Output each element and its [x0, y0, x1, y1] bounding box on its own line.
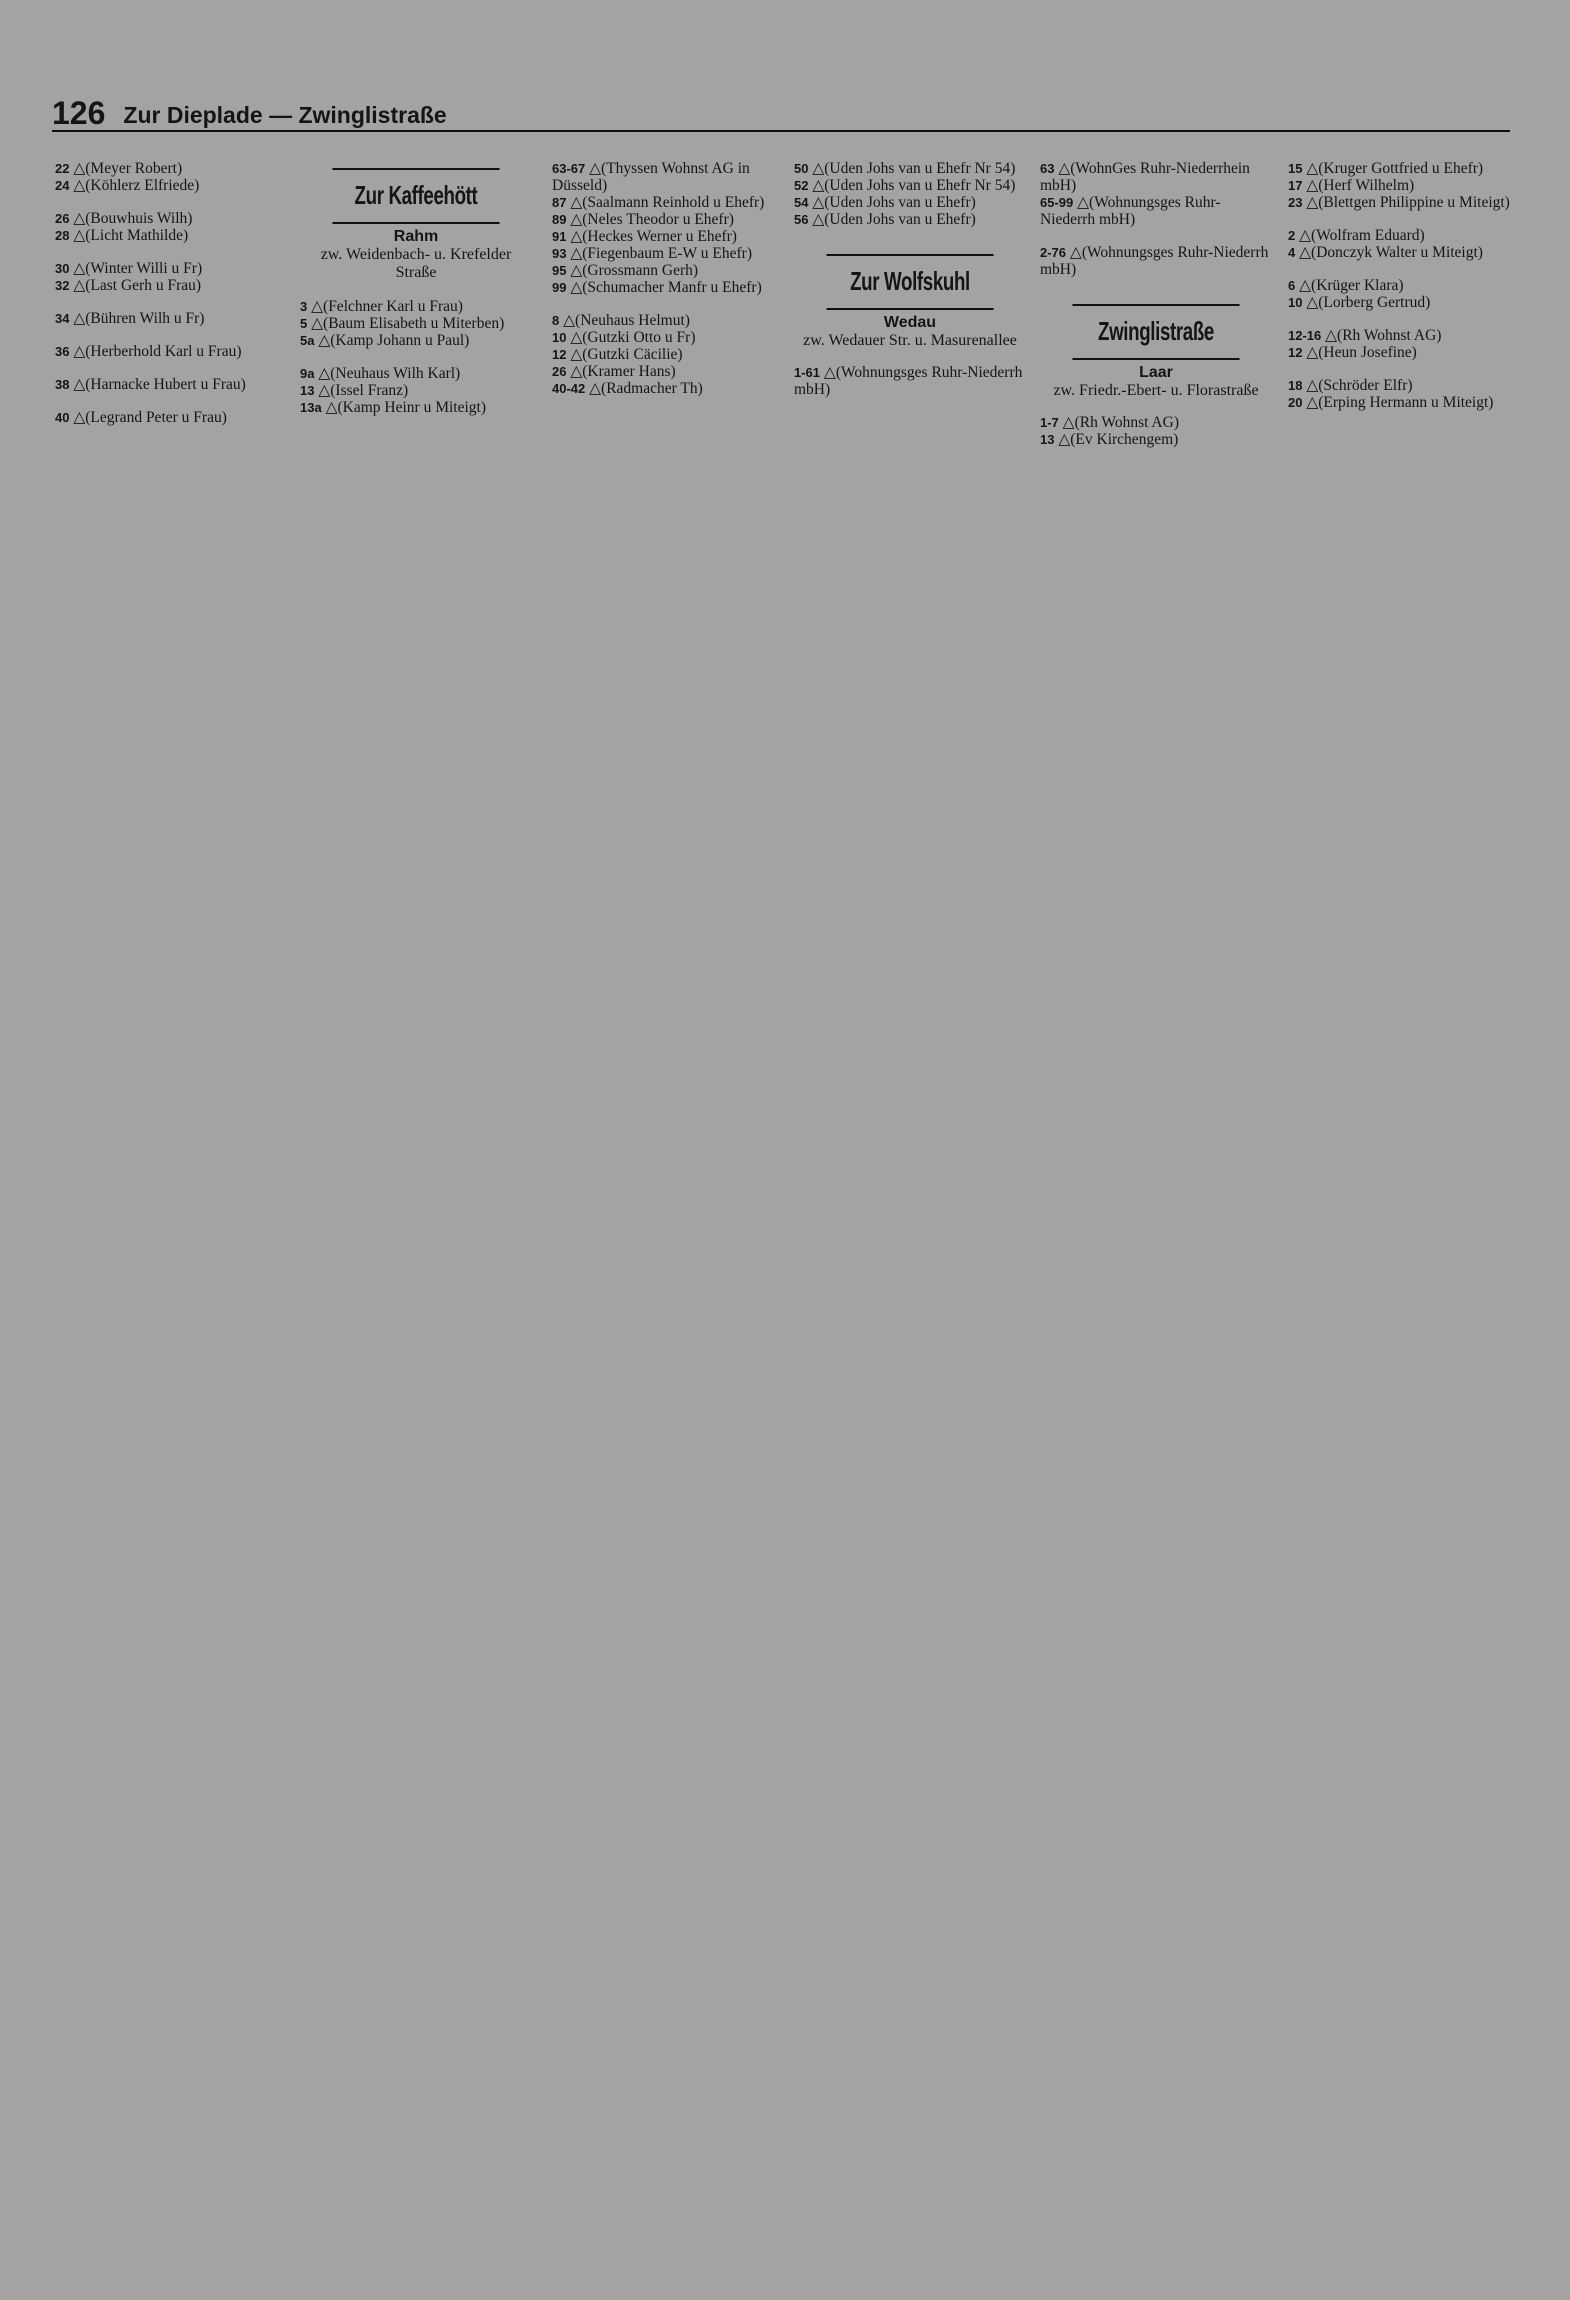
page-header	[52, 90, 1510, 132]
owner-text: △(Kamp Heinr u Miteigt)	[325, 399, 487, 416]
address-entry	[552, 160, 784, 194]
owner-text: △(Bühren Wilh u Fr)	[73, 310, 205, 327]
owner-text: △(Erping Hermann u Miteigt)	[1306, 394, 1494, 411]
house-number: 20	[1288, 395, 1303, 410]
directory-column-5	[1040, 160, 1272, 448]
address-entry	[300, 332, 532, 349]
address-entry	[300, 382, 532, 399]
owner-text: △(Herf Wilhelm)	[1306, 177, 1415, 194]
house-number: 91	[552, 229, 567, 244]
street-section	[794, 254, 1026, 350]
address-entry	[300, 399, 532, 416]
house-number: 63	[1040, 161, 1055, 176]
address-entry	[55, 210, 287, 227]
address-entry	[1288, 394, 1520, 411]
house-number: 13	[1040, 432, 1055, 447]
house-number: 12	[1288, 345, 1303, 360]
owner-text: △(Gutzki Cäcilie)	[570, 346, 683, 363]
house-number: 1-61	[794, 365, 821, 380]
address-entry	[300, 298, 532, 315]
district-name: Rahm	[393, 228, 439, 245]
house-number: 30	[55, 261, 70, 276]
owner-text: △(Wohnungsges Ruhr-Niederrh mbH)	[1040, 244, 1269, 278]
street-name: Zur Kaffeehött	[332, 168, 499, 224]
house-number: 87	[552, 195, 567, 210]
house-number: 6	[1288, 278, 1296, 293]
address-entry	[1288, 160, 1520, 177]
address-entry	[1040, 244, 1272, 278]
address-entry	[55, 310, 287, 327]
address-entry	[55, 160, 287, 177]
address-entry	[794, 160, 1026, 177]
house-number: 10	[1288, 295, 1303, 310]
directory-column-4	[794, 160, 1026, 398]
directory-column-1	[55, 160, 287, 426]
street-name: Zur Wolfskuhl	[826, 254, 993, 310]
address-entry	[300, 315, 532, 332]
owner-text: △(Meyer Robert)	[73, 160, 183, 177]
house-number: 13	[300, 383, 315, 398]
address-entry	[552, 279, 784, 296]
address-entry	[1288, 277, 1520, 294]
house-number: 54	[794, 195, 809, 210]
address-entry	[552, 329, 784, 346]
house-number: 15	[1288, 161, 1303, 176]
house-number: 38	[55, 377, 70, 392]
owner-text: △(Bouwhuis Wilh)	[73, 210, 193, 227]
house-number: 3	[300, 299, 308, 314]
address-entry	[55, 177, 287, 194]
owner-text: △(Uden Johs van u Ehefr Nr 54)	[812, 160, 1016, 177]
address-entry	[55, 376, 287, 393]
house-number: 89	[552, 212, 567, 227]
owner-text: △(Neuhaus Helmut)	[563, 312, 690, 329]
house-number: 5a	[300, 333, 315, 348]
district-name: Wedau	[883, 314, 937, 331]
address-entry	[55, 277, 287, 294]
running-title: Zur Dieplade — Zwinglistraße	[123, 102, 447, 128]
owner-text: △(Thyssen Wohnst AG in Düsseld)	[552, 160, 750, 194]
address-entry	[1288, 177, 1520, 194]
house-number: 40	[55, 410, 70, 425]
house-number: 40-42	[552, 381, 586, 396]
house-number: 5	[300, 316, 308, 331]
address-entry	[1040, 194, 1272, 228]
owner-text: △(Grossmann Gerh)	[570, 262, 699, 279]
house-number: 12-16	[1288, 328, 1322, 343]
house-number: 18	[1288, 378, 1303, 393]
owner-text: △(Heun Josefine)	[1306, 344, 1417, 361]
address-entry	[1040, 160, 1272, 194]
house-number: 26	[552, 364, 567, 379]
owner-text: △(Winter Willi u Fr)	[73, 260, 203, 277]
owner-text: △(Blettgen Philippine u Miteigt)	[1306, 194, 1510, 211]
house-number: 17	[1288, 178, 1303, 193]
house-number: 10	[552, 330, 567, 345]
house-number: 9a	[300, 366, 315, 381]
house-number: 95	[552, 263, 567, 278]
directory-column-2	[300, 160, 532, 416]
address-entry	[1288, 327, 1520, 344]
owner-text: △(Neuhaus Wilh Karl)	[318, 365, 461, 382]
house-number: 2	[1288, 228, 1296, 243]
owner-text: △(Ev Kirchengem)	[1058, 431, 1179, 448]
street-between: zw. Wedauer Str. u. Masurenallee	[803, 332, 1017, 349]
owner-text: △(Harnacke Hubert u Frau)	[73, 376, 246, 393]
house-number: 36	[55, 344, 70, 359]
house-number: 2-76	[1040, 245, 1067, 260]
district-name: Laar	[1139, 364, 1173, 381]
owner-text: △(Neles Theodor u Ehefr)	[570, 211, 734, 228]
address-entry	[1288, 244, 1520, 261]
house-number: 56	[794, 212, 809, 227]
address-entry	[300, 365, 532, 382]
owner-text: △(Radmacher Th)	[589, 380, 703, 397]
owner-text: △(Uden Johs van u Ehefr)	[812, 194, 976, 211]
address-entry	[1040, 414, 1272, 431]
owner-text: △(Krüger Klara)	[1299, 277, 1404, 294]
address-entry	[552, 245, 784, 262]
house-number: 34	[55, 311, 70, 326]
address-entry	[1288, 194, 1520, 211]
directory-column-6	[1288, 160, 1520, 411]
house-number: 52	[794, 178, 809, 193]
address-entry	[794, 364, 1026, 398]
owner-text: △(Uden Johs van u Ehefr)	[812, 211, 976, 228]
address-entry	[794, 194, 1026, 211]
owner-text: △(Wohnungsges Ruhr-Niederrh mbH)	[794, 364, 1023, 398]
owner-text: △(Schumacher Manfr u Ehefr)	[570, 279, 762, 296]
house-number: 50	[794, 161, 809, 176]
address-entry	[55, 260, 287, 277]
address-entry	[552, 312, 784, 329]
owner-text: △(Baum Elisabeth u Miterben)	[311, 315, 505, 332]
address-entry	[552, 211, 784, 228]
street-section	[300, 168, 532, 282]
owner-text: △(Kruger Gottfried u Ehefr)	[1306, 160, 1484, 177]
house-number: 24	[55, 178, 70, 193]
address-entry	[55, 343, 287, 360]
address-entry	[552, 262, 784, 279]
house-number: 65-99	[1040, 195, 1074, 210]
directory-column-3	[552, 160, 784, 397]
owner-text: △(Legrand Peter u Frau)	[73, 409, 227, 426]
owner-text: △(Donczyk Walter u Miteigt)	[1299, 244, 1483, 261]
house-number: 63-67	[552, 161, 586, 176]
owner-text: △(Kramer Hans)	[570, 363, 676, 380]
address-entry	[1288, 344, 1520, 361]
address-entry	[1040, 431, 1272, 448]
house-number: 22	[55, 161, 70, 176]
owner-text: △(Uden Johs van u Ehefr Nr 54)	[812, 177, 1016, 194]
address-entry	[552, 346, 784, 363]
house-number: 4	[1288, 245, 1296, 260]
house-number: 99	[552, 280, 567, 295]
page-number: 126	[52, 95, 106, 131]
street-section	[1040, 304, 1272, 400]
address-entry	[1288, 227, 1520, 244]
house-number: 8	[552, 313, 560, 328]
address-entry	[552, 380, 784, 397]
address-entry	[1288, 377, 1520, 394]
owner-text: △(Rh Wohnst AG)	[1062, 414, 1179, 431]
owner-text: △(WohnGes Ruhr-Niederrhein mbH)	[1040, 160, 1250, 194]
owner-text: △(Fiegenbaum E-W u Ehefr)	[570, 245, 752, 262]
owner-text: △(Gutzki Otto u Fr)	[570, 329, 696, 346]
house-number: 23	[1288, 195, 1303, 210]
owner-text: △(Licht Mathilde)	[73, 227, 189, 244]
street-between: zw. Friedr.-Ebert- u. Florastraße	[1053, 382, 1259, 399]
owner-text: △(Wohnungsges Ruhr-Niederrh mbH)	[1040, 194, 1221, 228]
house-number: 13a	[300, 400, 322, 415]
address-entry	[55, 227, 287, 244]
address-entry	[55, 409, 287, 426]
address-entry	[1288, 294, 1520, 311]
address-entry	[552, 228, 784, 245]
owner-text: △(Rh Wohnst AG)	[1325, 327, 1442, 344]
owner-text: △(Felchner Karl u Frau)	[311, 298, 463, 315]
street-name: Zwinglistraße	[1072, 304, 1239, 360]
address-entry	[794, 177, 1026, 194]
owner-text: △(Köhlerz Elfriede)	[73, 177, 200, 194]
address-entry	[552, 363, 784, 380]
house-number: 12	[552, 347, 567, 362]
address-entry	[794, 211, 1026, 228]
owner-text: △(Wolfram Eduard)	[1299, 227, 1425, 244]
house-number: 32	[55, 278, 70, 293]
owner-text: △(Saalmann Reinhold u Ehefr)	[570, 194, 765, 211]
owner-text: △(Kamp Johann u Paul)	[318, 332, 470, 349]
owner-text: △(Herberhold Karl u Frau)	[73, 343, 242, 360]
street-between: zw. Weidenbach- u. Krefelder Straße	[320, 246, 512, 281]
owner-text: △(Last Gerh u Frau)	[73, 277, 202, 294]
house-number: 26	[55, 211, 70, 226]
owner-text: △(Schröder Elfr)	[1306, 377, 1413, 394]
owner-text: △(Issel Franz)	[318, 382, 409, 399]
owner-text: △(Lorberg Gertrud)	[1306, 294, 1431, 311]
house-number: 1-7	[1040, 415, 1059, 430]
owner-text: △(Heckes Werner u Ehefr)	[570, 228, 737, 245]
address-entry	[552, 194, 784, 211]
house-number: 93	[552, 246, 567, 261]
house-number: 28	[55, 228, 70, 243]
